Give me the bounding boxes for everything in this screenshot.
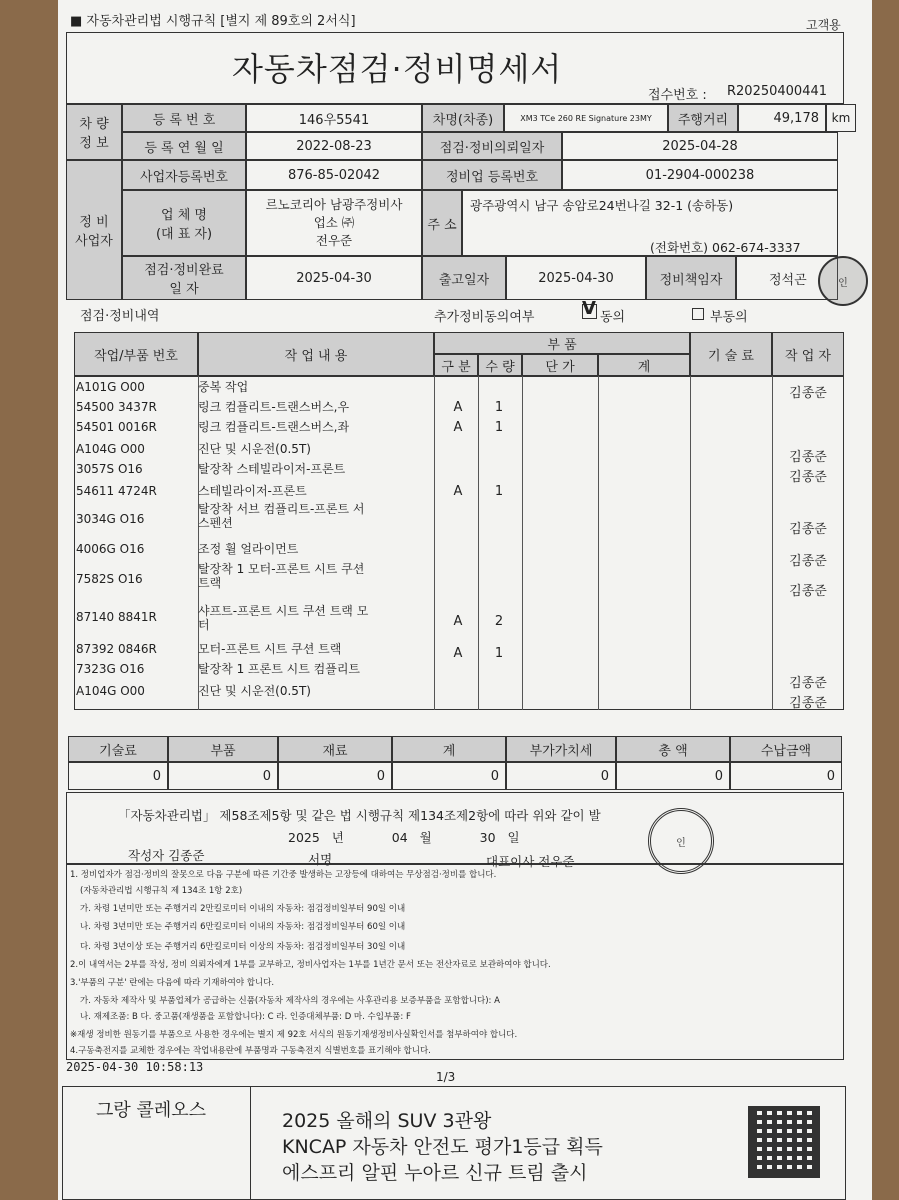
row-worker: 김종준 <box>789 696 827 711</box>
note-line: 가. 자동차 제작사 및 부품업체가 공급하는 신품(자동차 제작사의 경우에는 사후관리용 보증부품을 포함합니다): A <box>80 996 500 1006</box>
totals-header-sum: 계 <box>392 736 506 762</box>
row-qty: 1 <box>494 484 504 499</box>
ad-line-1: 2025 올해의 SUV 3관왕 <box>282 1110 492 1132</box>
row-kind: A <box>453 400 463 415</box>
completion-label: 점검·정비완료 일 자 <box>122 256 246 300</box>
col-line <box>772 376 773 710</box>
row-desc: 진단 및 시운전(0.5T) <box>198 684 311 698</box>
row-qty: 2 <box>494 614 504 629</box>
statement-date: 2025 년 04 월 30 일 <box>288 830 520 845</box>
row-qty: 1 <box>494 400 504 415</box>
company-label: 업 체 명 (대 표 자) <box>122 190 246 256</box>
manager: 정석곤 <box>736 256 838 300</box>
note-line: 2.이 내역서는 2부를 작성, 정비 의뢰자에게 1부를 교부하고, 정비사업자는 1부를 1년간 문서 또는 전산자료로 보관하여야 합니다. <box>70 960 551 970</box>
totals-header-parts: 부품 <box>168 736 278 762</box>
note-line: 나. 재제조품: B 다. 중고품(재생품을 포함합니다): C 라. 인증대체부품: D 마. 수입부품: F <box>80 1012 411 1022</box>
header-parts: 부 품 <box>434 332 690 354</box>
totals-header-total: 총 액 <box>616 736 730 762</box>
row-desc: 탈장착 서브 컴플리트-프론트 서 스펜션 <box>198 502 365 530</box>
reg-date: 2022-08-23 <box>246 132 422 160</box>
col-line <box>598 376 599 710</box>
row-worker: 김종준 <box>789 386 827 401</box>
row-qty: 1 <box>494 420 504 435</box>
author: 작성자 김종준 <box>128 848 205 863</box>
total-material: 0 <box>278 762 392 790</box>
header-unit-price: 단 가 <box>522 354 598 376</box>
agree-label: 동의 <box>600 310 626 325</box>
row-worker: 김종준 <box>789 450 827 465</box>
ceo: 대표이사 전우준 <box>486 854 575 869</box>
qr-code-icon[interactable] <box>748 1106 820 1178</box>
note-line: 4.구동축전지를 교체한 경우에는 작업내용란에 부품명과 구동축전지 식별번호를 표기해야 합니다. <box>70 1046 431 1056</box>
manager-label: 정비책임자 <box>646 256 736 300</box>
row-worker: 김종준 <box>789 676 827 691</box>
total-tech: 0 <box>68 762 168 790</box>
note-line: 3.'부품의 구분' 란에는 다음에 따라 기재하여야 합니다. <box>70 978 275 988</box>
row-kind: A <box>453 646 463 661</box>
row-worker: 김종준 <box>789 554 827 569</box>
form-reference: ■ 자동차관리법 시행규칙 [별지 제 89호의 2서식] <box>70 14 356 29</box>
row-desc: 진단 및 시운전(0.5T) <box>198 442 311 456</box>
model: XM3 TCe 260 RE Signature 23MY <box>504 104 668 132</box>
col-line <box>690 376 691 710</box>
row-worker: 김종준 <box>789 584 827 599</box>
row-desc: 탈장착 스테빌라이저-프론트 <box>198 462 346 476</box>
business-section-label: 정 비 사업자 <box>66 160 122 300</box>
ad-divider <box>250 1086 251 1200</box>
row-desc: 스테빌라이저-프론트 <box>198 484 307 498</box>
disagree-label: 부동의 <box>710 310 748 325</box>
note-line: 가. 차령 1년미만 또는 주행거리 2만킬로미터 이내의 자동차: 점검정비일부터 90일 이내 <box>80 904 406 914</box>
address: 광주광역시 남구 송암로24번나길 32-1 (송하동) <box>470 198 734 213</box>
completion-date: 2025-04-30 <box>246 256 422 300</box>
header-worker: 작 업 자 <box>772 332 844 376</box>
header-qty: 수 량 <box>478 354 522 376</box>
reg-no-label: 등 록 번 호 <box>122 104 246 132</box>
printed-at: 2025-04-30 10:58:13 <box>66 1060 204 1074</box>
row-kind: A <box>453 484 463 499</box>
row-desc: 탈장착 1 모터-프론트 시트 쿠션 트랙 <box>198 562 365 590</box>
company-stamp: 인 <box>648 808 714 874</box>
receipt-number: R20250400441 <box>727 84 828 99</box>
reg-no: 146우5541 <box>246 104 422 132</box>
note-line: 1. 정비업자가 점검·정비의 잘못으로 다음 구분에 따른 기간중 발생하는 고장등에 대하여는 무상점검·정비를 합니다. <box>70 870 497 880</box>
row-worker: 김종준 <box>789 522 827 537</box>
col-line <box>434 376 435 710</box>
request-date: 2025-04-28 <box>562 132 838 160</box>
row-desc: 링크 컴플리트-트랜스버스,좌 <box>198 420 350 434</box>
header-sum: 계 <box>598 354 690 376</box>
row-kind: A <box>453 420 463 435</box>
header-kind: 구 분 <box>434 354 478 376</box>
row-desc: 조정 휠 얼라이먼트 <box>198 542 299 556</box>
row-code: 54501 0016R <box>76 420 157 434</box>
note-line: 다. 차령 3년이상 또는 주행거리 6만킬로미터 이상의 자동차: 점검정비일부터 30일 이내 <box>80 942 406 952</box>
ad-line-2: KNCAP 자동차 안전도 평가1등급 획득 <box>282 1136 603 1158</box>
company-name: 르노코리아 남광주정비사 업소 ㈜ 전우준 <box>246 190 422 256</box>
row-code: 7582S O16 <box>76 572 143 586</box>
row-desc: 링크 컴플리트-트랜스버스,우 <box>198 400 350 414</box>
row-code: A101G O00 <box>76 380 145 394</box>
brand-name: 그랑 콜레오스 <box>96 1100 207 1121</box>
header-tech-fee: 기 술 료 <box>690 332 772 376</box>
agree-check-mark: V <box>582 298 596 319</box>
signature: 서명 <box>308 852 333 867</box>
page-number: 1/3 <box>436 1070 456 1084</box>
row-desc: 샤프트-프론트 시트 쿠션 트랙 모 터 <box>198 604 369 632</box>
row-code: 87140 8841R <box>76 610 157 624</box>
row-qty: 1 <box>494 646 504 661</box>
header-code: 작업/부품 번호 <box>74 332 198 376</box>
mileage-label: 주행거리 <box>668 104 738 132</box>
ad-line-3: 에스프리 알핀 누아르 신규 트림 출시 <box>282 1162 588 1184</box>
row-worker: 김종준 <box>789 470 827 485</box>
reg-date-label: 등 록 연 월 일 <box>122 132 246 160</box>
copy-label: 고객용 <box>806 18 841 32</box>
vehicle-section-label: 차 량 정 보 <box>66 104 122 160</box>
row-code: 54500 3437R <box>76 400 157 414</box>
note-line: (자동차관리법 시행규칙 제 134조 1항 2호) <box>80 886 243 896</box>
law-text: 「자동차관리법」 제58조제5항 및 같은 법 시행규칙 제134조제2항에 따라 위와 같이 발 <box>118 808 601 823</box>
phone: (전화번호) 062-674-3337 <box>650 240 801 255</box>
total-amount: 0 <box>616 762 730 790</box>
work-section-label: 점검·정비내역 <box>80 308 160 324</box>
request-date-label: 점검·정비의뢰일자 <box>422 132 562 160</box>
total-sum: 0 <box>392 762 506 790</box>
shop-reg-label: 정비업 등록번호 <box>422 160 562 190</box>
row-code: 54611 4724R <box>76 484 157 498</box>
shop-reg: 01-2904-000238 <box>562 160 838 190</box>
biz-no: 876-85-02042 <box>246 160 422 190</box>
note-line: 나. 차령 3년미만 또는 주행거리 6만킬로미터 이내의 자동차: 점검정비일부터 60일 이내 <box>80 922 406 932</box>
totals-header-material: 재료 <box>278 736 392 762</box>
row-code: 7323G O16 <box>76 662 145 676</box>
row-code: 87392 0846R <box>76 642 157 656</box>
page-title: 자동차점검·정비명세서 <box>232 50 563 88</box>
note-line: ※재생 정비한 원동기를 부품으로 사용한 경우에는 별지 제 92호 서식의 원동기재생정비사실확인서를 첨부하여야 합니다. <box>70 1030 518 1040</box>
row-code: A104G O00 <box>76 442 145 456</box>
row-desc: 모터-프론트 시트 쿠션 트랙 <box>198 642 342 656</box>
disagree-checkbox[interactable] <box>692 308 704 320</box>
col-line <box>522 376 523 710</box>
release-label: 출고일자 <box>422 256 506 300</box>
manager-stamp: 인 <box>818 256 868 306</box>
header-content: 작 업 내 용 <box>198 332 434 376</box>
row-desc: 중복 작업 <box>198 380 249 394</box>
release-date: 2025-04-30 <box>506 256 646 300</box>
total-parts: 0 <box>168 762 278 790</box>
row-code: 3034G O16 <box>76 512 145 526</box>
totals-header-vat: 부가가치세 <box>506 736 616 762</box>
address-label: 주 소 <box>422 190 462 256</box>
total-paid: 0 <box>730 762 842 790</box>
model-label: 차명(차종) <box>422 104 504 132</box>
row-kind: A <box>453 614 463 629</box>
row-desc: 탈장착 1 프론트 시트 컴플리트 <box>198 662 360 676</box>
total-vat: 0 <box>506 762 616 790</box>
receipt-number-label: 접수번호 : <box>648 88 707 103</box>
consent-label: 추가정비동의여부 <box>434 310 535 325</box>
row-code: 3057S O16 <box>76 462 143 476</box>
mileage-unit: km <box>826 104 856 132</box>
row-code: A104G O00 <box>76 684 145 698</box>
totals-header-tech: 기술료 <box>68 736 168 762</box>
mileage: 49,178 <box>738 104 826 132</box>
totals-header-paid: 수납금액 <box>730 736 842 762</box>
row-code: 4006G O16 <box>76 542 145 556</box>
biz-no-label: 사업자등록번호 <box>122 160 246 190</box>
